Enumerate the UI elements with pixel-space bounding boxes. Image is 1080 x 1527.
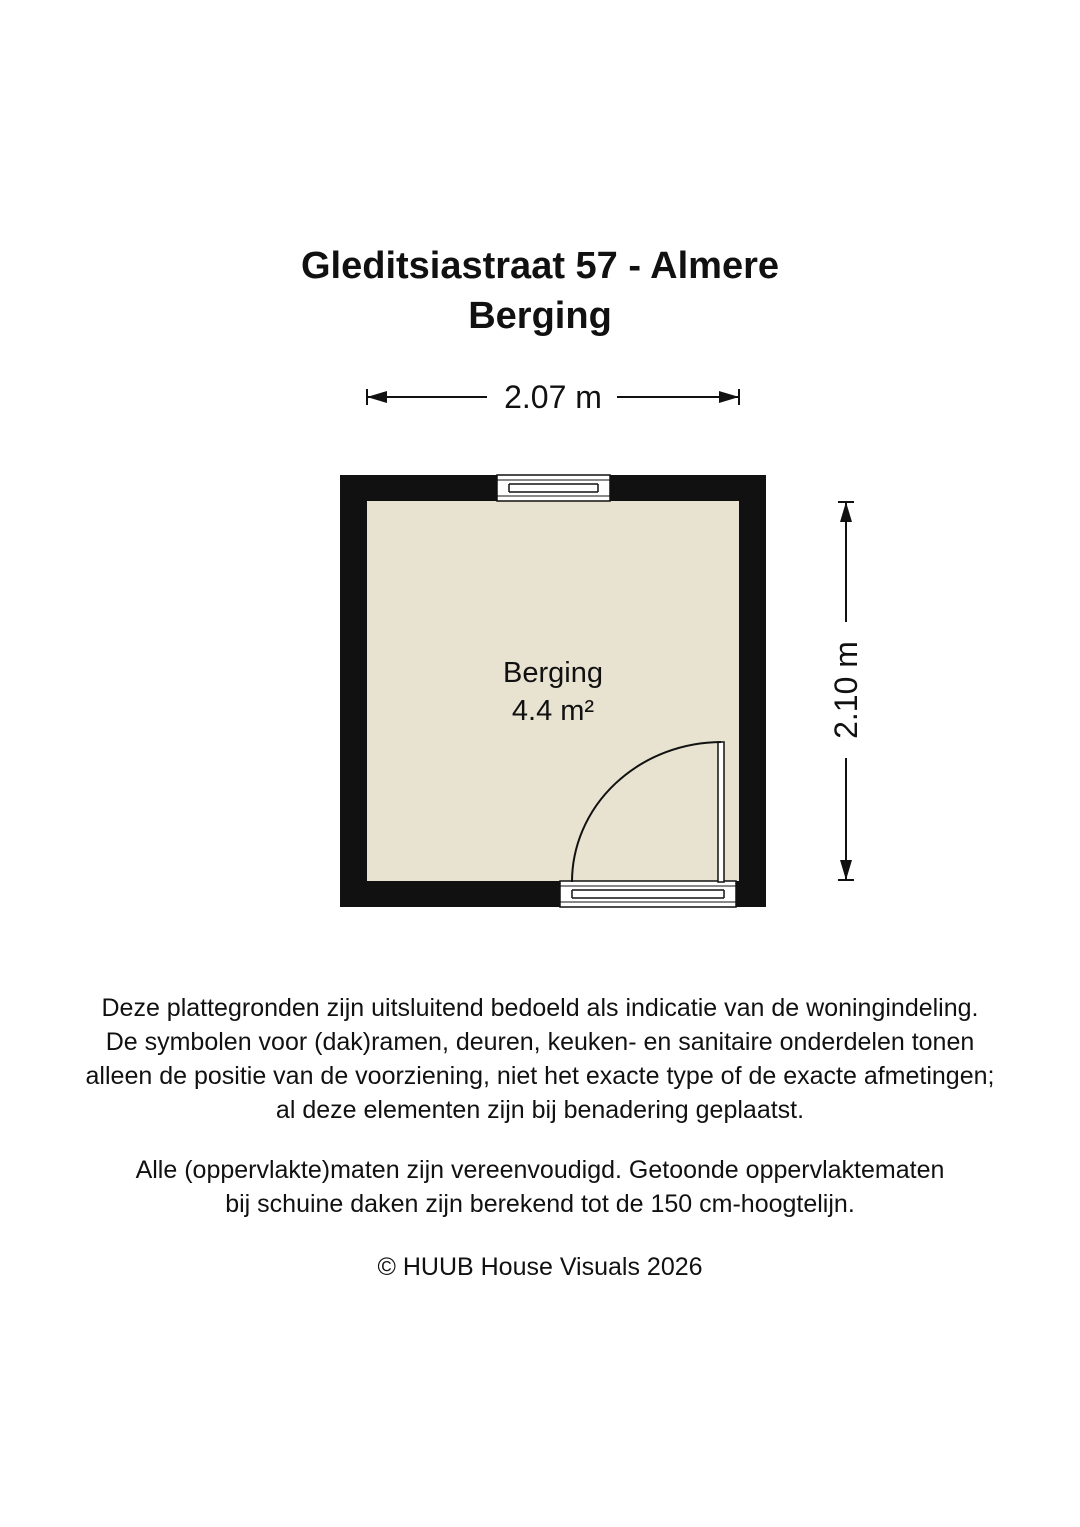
- door-opening-bottom: [560, 881, 736, 907]
- disclaimer-line: De symbolen voor (dak)ramen, deuren, keuken- en sanitaire onderdelen tonen: [105, 1028, 975, 1056]
- disclaimer-measurements: [0, 1153, 1080, 1221]
- window-top: [497, 475, 610, 501]
- room-floor: [367, 501, 739, 881]
- room-area: 4.4 m²: [511, 695, 595, 727]
- disclaimer-line: alleen de positie van de voorziening, niet het exacte type of de exacte afmetingen;: [85, 1062, 995, 1090]
- arrow-up-icon: [840, 502, 852, 522]
- arrow-down-icon: [840, 860, 852, 880]
- floor-title: Berging: [468, 295, 612, 337]
- disclaimer-line: bij schuine daken zijn berekend tot de 150 cm-hoogtelijn.: [225, 1190, 855, 1218]
- copyright: © HUUB House Visuals 2026: [377, 1253, 703, 1281]
- width-dimension: [367, 379, 739, 415]
- room-name: Berging: [503, 657, 603, 689]
- arrow-left-icon: [367, 391, 387, 403]
- disclaimer-line: Deze plattegronden zijn uitsluitend bedoeld als indicatie van de woningindeling.: [101, 994, 979, 1022]
- height-dimension: [828, 502, 864, 880]
- arrow-right-icon: [719, 391, 739, 403]
- disclaimer-line: Alle (oppervlakte)maten zijn vereenvoudigd. Getoonde oppervlaktematen: [135, 1156, 945, 1184]
- height-label: 2.10 m: [828, 641, 864, 739]
- disclaimer-line: al deze elementen zijn bij benadering geplaatst.: [275, 1096, 805, 1124]
- width-label: 2.07 m: [504, 379, 602, 415]
- door-leaf: [718, 742, 724, 882]
- disclaimer: [0, 991, 1080, 1127]
- plan-address-title: Gleditsiastraat 57 - Almere: [300, 245, 780, 287]
